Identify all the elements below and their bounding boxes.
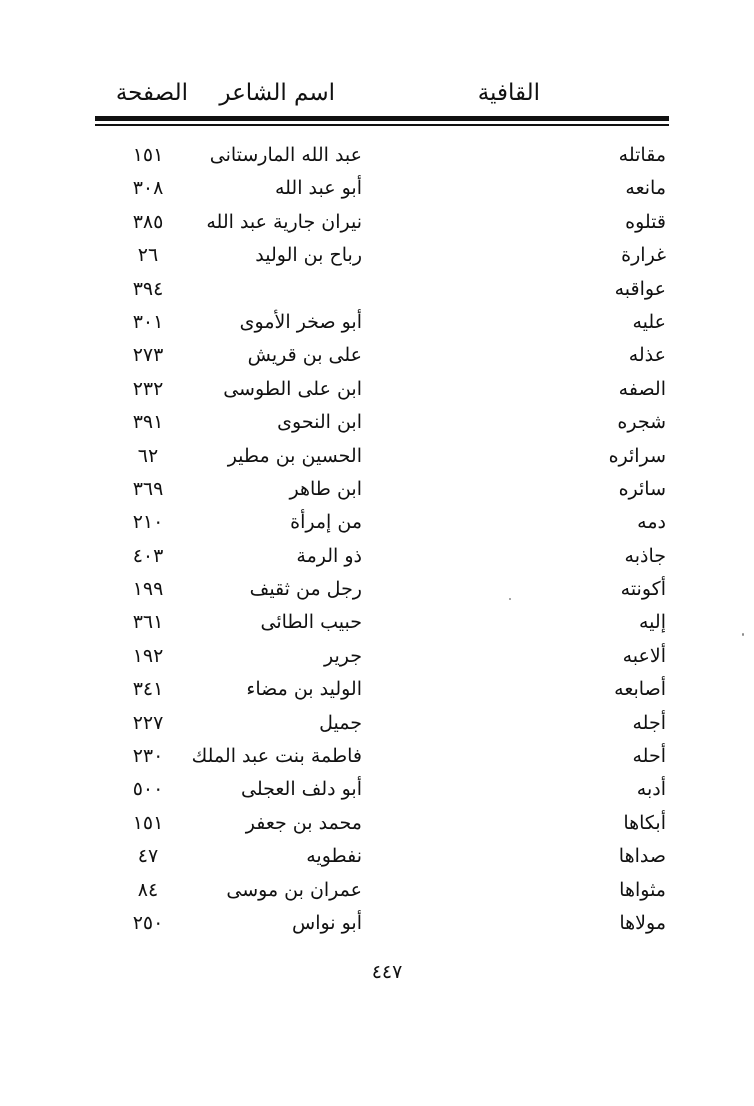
- poet-cell: نفطويه: [306, 845, 362, 868]
- table-row: [0, 441, 754, 474]
- table-row: [0, 708, 754, 741]
- poet-cell: عمران بن موسى: [226, 878, 362, 901]
- table-row: [0, 507, 754, 540]
- table-row: [0, 774, 754, 807]
- qafiya-cell: غرارة: [621, 244, 666, 267]
- page-cell: ٢٣٢: [132, 377, 164, 400]
- poet-cell: الحسين بن مطير: [227, 444, 362, 467]
- poet-cell: جميل: [319, 711, 362, 734]
- poet-cell: ابن النحوى: [277, 411, 362, 434]
- table-row: [0, 407, 754, 440]
- header-rule-thin: [95, 124, 669, 126]
- poet-cell: أبو عبد الله: [274, 177, 362, 200]
- poet-cell: ابن على الطوسى: [223, 377, 362, 400]
- header-rule-thick: [95, 116, 669, 121]
- qafiya-cell: مانعه: [625, 177, 666, 200]
- page-cell: ٢٢٧: [132, 711, 164, 734]
- header-poet-name: اسم الشاعر: [219, 80, 335, 106]
- table-row: [0, 173, 754, 206]
- table-row: [0, 841, 754, 874]
- qafiya-cell: إليه: [639, 611, 666, 634]
- page-cell: ٢٧٣: [132, 344, 164, 367]
- table-row: [0, 374, 754, 407]
- page-cell: ٨٤: [137, 878, 159, 901]
- page-cell: ٢١٠: [132, 511, 164, 534]
- table-row: [0, 541, 754, 574]
- page-cell: ٢٣٠: [132, 745, 164, 768]
- table-row: [0, 474, 754, 507]
- qafiya-cell: جاذبه: [624, 544, 666, 567]
- qafiya-cell: عذله: [628, 344, 666, 367]
- table-row: [0, 340, 754, 373]
- index-table: [0, 140, 754, 941]
- qafiya-cell: أصابعه: [614, 678, 666, 701]
- header-page: الصفحة: [115, 80, 188, 106]
- qafiya-cell: أبكاها: [623, 811, 666, 834]
- qafiya-cell: سائره: [618, 477, 666, 500]
- poet-cell: رجل من ثقيف: [249, 578, 362, 601]
- poet-cell: أبو دلف العجلى: [240, 778, 362, 801]
- page-number: ٤٤٧: [371, 961, 403, 983]
- qafiya-cell: أجله: [632, 711, 666, 734]
- table-row: [0, 875, 754, 908]
- page-cell: ٣٦٩: [132, 477, 164, 500]
- page-cell: ١٩٩: [132, 578, 164, 601]
- poet-cell: فاطمة بنت عبد الملك: [191, 745, 362, 768]
- qafiya-cell: عليه: [632, 310, 666, 333]
- page-cell: ٣٩١: [132, 411, 164, 434]
- poet-cell: الوليد بن مضاء: [246, 678, 362, 701]
- poet-cell: رباح بن الوليد: [255, 244, 362, 267]
- header-qafiya: القافية: [477, 80, 540, 106]
- qafiya-cell: سرائره: [608, 444, 666, 467]
- qafiya-cell: أكونته: [620, 578, 666, 601]
- qafiya-cell: دمه: [637, 511, 666, 534]
- poet-cell: عبد الله المارستانى: [209, 144, 362, 166]
- qafiya-cell: صداها: [618, 845, 666, 868]
- poet-cell: حبيب الطائى: [260, 611, 362, 634]
- qafiya-cell: مقاتله: [618, 144, 666, 166]
- table-row: [0, 674, 754, 707]
- table-row: [0, 240, 754, 273]
- page-cell: ٥٠٠: [132, 778, 164, 801]
- page-cell: ٣٨٥: [132, 210, 164, 233]
- page-cell: ٣٠٨: [132, 177, 164, 200]
- page-cell: ٣٠١: [132, 310, 164, 333]
- table-row: [0, 274, 754, 307]
- table-row: [0, 140, 754, 173]
- qafiya-cell: الصفه: [618, 377, 666, 400]
- table-row: [0, 908, 754, 941]
- page-cell: ١٩٢: [132, 644, 164, 667]
- scan-speck: [509, 598, 511, 600]
- page-cell: ٢٦: [137, 244, 159, 267]
- table-row: [0, 307, 754, 340]
- table-row: [0, 207, 754, 240]
- poet-cell: أبو نواس: [292, 911, 362, 934]
- page-cell: ٣٤١: [132, 678, 164, 701]
- scan-speck: [742, 633, 744, 636]
- page-cell: ٦٢: [137, 444, 159, 467]
- qafiya-cell: أدبه: [636, 778, 666, 801]
- poet-cell: جرير: [324, 644, 362, 667]
- table-row: [0, 607, 754, 640]
- qafiya-cell: قتلوه: [625, 210, 666, 233]
- page-cell: ١٥١: [132, 811, 164, 834]
- qafiya-cell: شجره: [617, 411, 666, 434]
- qafiya-cell: ألاعبه: [622, 644, 666, 667]
- qafiya-cell: عواقبه: [614, 277, 666, 300]
- qafiya-cell: أحله: [632, 745, 666, 768]
- table-row: [0, 641, 754, 674]
- page-cell: ٤٧: [137, 845, 159, 868]
- page-cell: ٣٩٤: [132, 277, 164, 300]
- table-row: [0, 741, 754, 774]
- poet-cell: نيران جارية عبد الله: [206, 210, 362, 233]
- page-cell: ١٥١: [132, 144, 164, 166]
- table-row: [0, 574, 754, 607]
- page-cell: ٣٦١: [132, 611, 164, 634]
- page-cell: ٢٥٠: [132, 911, 164, 934]
- poet-cell: أبو صخر الأموى: [239, 310, 362, 333]
- page-cell: ٤٠٣: [132, 544, 164, 567]
- poet-cell: من إمرأة: [290, 511, 362, 534]
- table-row: [0, 808, 754, 841]
- qafiya-cell: مثواها: [619, 878, 666, 901]
- poet-cell: على بن قريش: [247, 344, 362, 367]
- poet-cell: محمد بن جعفر: [245, 811, 362, 834]
- qafiya-cell: مولاها: [619, 911, 666, 934]
- poet-cell: ابن طاهر: [289, 477, 362, 500]
- poet-cell: ذو الرمة: [296, 544, 362, 567]
